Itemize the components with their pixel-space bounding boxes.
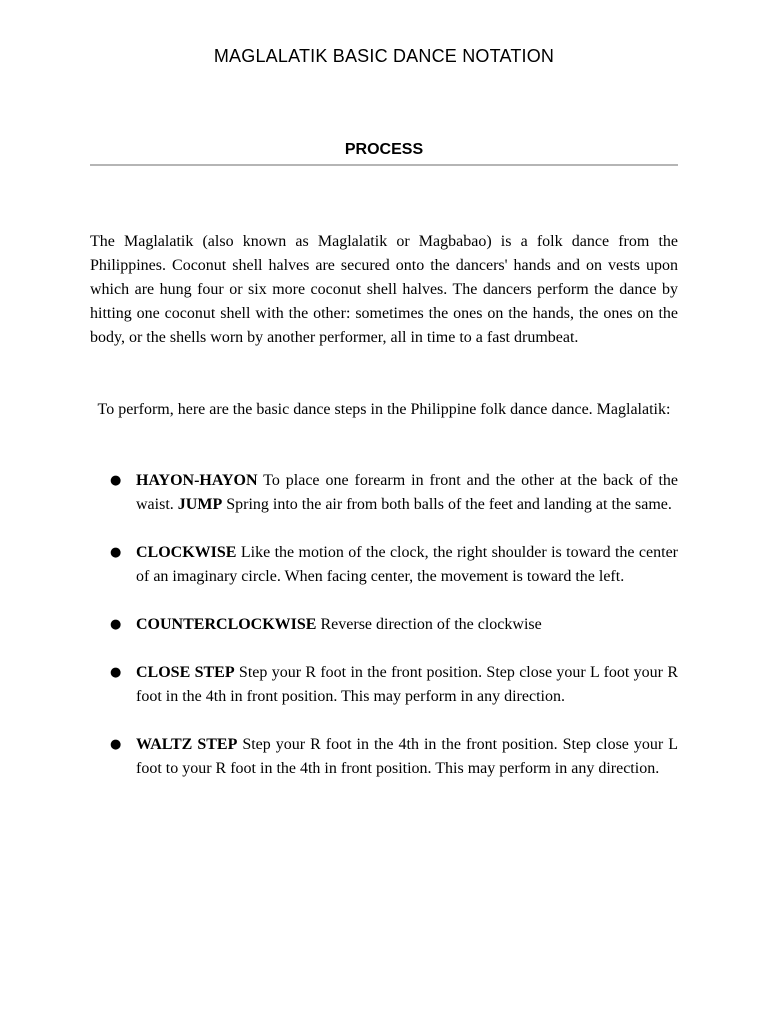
step-term: HAYON-HAYON [136,472,258,489]
step-term: CLOCKWISE [136,544,237,561]
list-item-waltz-step [90,733,678,781]
step-description: To place one forearm in front and the other at the back of the waist. [136,472,678,513]
bullet-icon: ● [110,545,122,560]
step-description: Reverse direction of the clockwise [316,616,542,633]
step-description: Step your R foot in the 4th in the front position. Step close your L foot to your R foot in the 4th in front position. This may perform in any direction. [136,736,679,777]
bullet-icon: ● [110,665,122,680]
step-description: Like the motion of the clock, the right shoulder is toward the center of an imaginary circle. When facing center, the movement is toward the left. [136,544,678,585]
step-term: COUNTERCLOCKWISE [136,616,317,633]
document-title: MAGLALATIK BASIC DANCE NOTATION [213,46,555,66]
steps-lead-paragraph: To perform, here are the basic dance steps in the Philippine folk dance dance. Maglalatik: [97,401,671,418]
heading-divider [90,164,678,166]
section-heading-process: PROCESS [344,141,424,158]
intro-paragraph: The Maglalatik (also known as Maglalatik or Magbabao) is a folk dance from the Philippines. Coconut shell halves are secured onto the dancers' hands and on vests upon which are hung four or six more coconut shell halves. The dancers perform the dance by hitting one coconut shell with the other: sometimes the ones on the hands, the ones on the body, or the shells worn by another performer, all in time to a fast drumbeat. [90,233,678,346]
list-item-close-step [90,661,678,709]
list-item-clockwise [90,541,678,589]
bullet-icon: ● [110,473,122,488]
step-description: Step your R foot in the front position. Step close your L foot your R foot in the 4th in front position. This may perform in any direction. [136,664,678,705]
step-term: WALTZ STEP [136,736,238,753]
dance-steps-list [90,469,678,805]
step-term: CLOSE STEP [136,664,235,681]
list-item-counterclockwise [90,613,678,637]
bullet-icon: ● [110,617,122,632]
step-description-jump: Spring into the air from both balls of the feet and landing at the same. [222,496,672,513]
list-item-hayon-hayon [90,469,678,517]
bullet-icon: ● [110,737,122,752]
step-term-jump: JUMP [177,496,223,513]
